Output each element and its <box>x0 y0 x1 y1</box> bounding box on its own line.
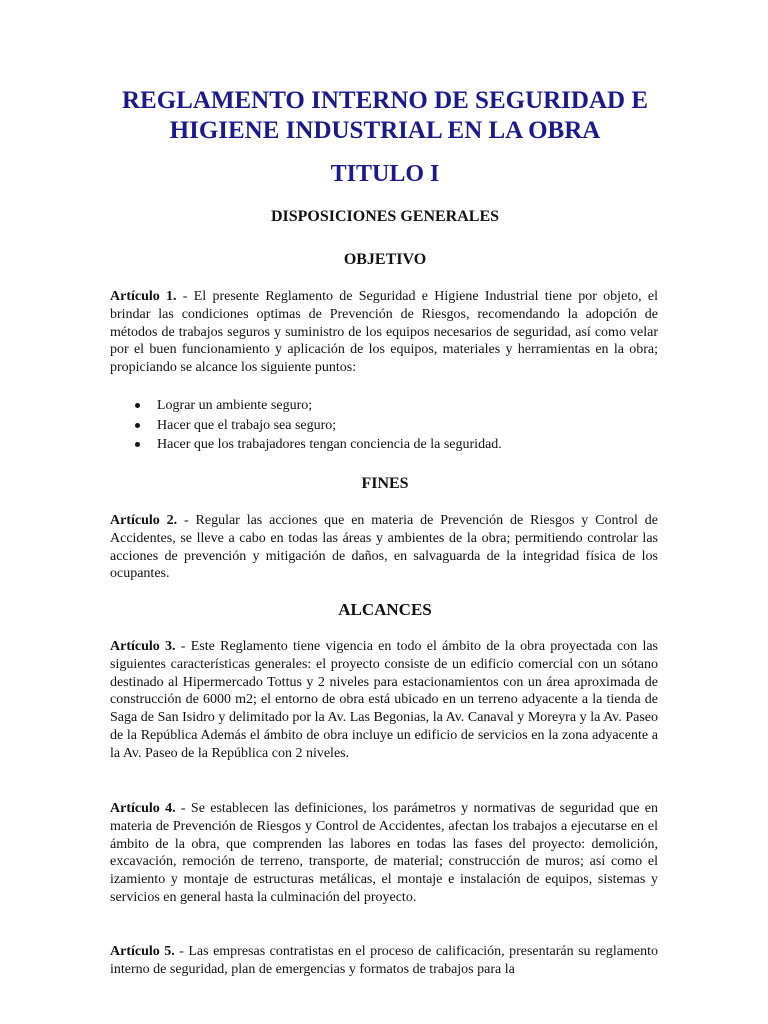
bullet-icon <box>135 403 140 408</box>
bullet-icon <box>135 423 140 428</box>
title-line-2: HIGIENE INDUSTRIAL EN LA OBRA <box>169 117 601 144</box>
list-item <box>110 396 658 416</box>
objetivo-heading: OBJETIVO <box>343 251 427 268</box>
article-2 <box>110 512 658 583</box>
alcances-heading: ALCANCES <box>338 600 432 619</box>
document-title <box>110 86 660 146</box>
list-item <box>110 416 658 436</box>
article-5 <box>110 943 658 979</box>
article-4-label: Artículo 4. <box>110 801 176 816</box>
article-1 <box>110 288 658 377</box>
article-1-text: El presente Reglamento de Seguridad e Higiene Industrial tiene por objeto, el brindar las condiciones optimas de Prevención de Riesgos, recomendando la adopción de métodos de trabajos seguros y suministro de los equipos necesarios de seguridad, así como velar por el buen funcionamiento y aplicación de los equipos, materiales y herramientas en la obra; propiciando se alcance los siguiente puntos: <box>110 289 658 376</box>
article-4 <box>110 800 658 907</box>
article-3-separator: - <box>175 639 191 654</box>
article-1-label: Artículo 1. <box>110 289 177 304</box>
article-1-separator: - <box>176 289 194 304</box>
article-5-label: Artículo 5. <box>110 944 175 959</box>
list-item <box>110 435 658 455</box>
article-3-text: Este Reglamento tiene vigencia en todo el ámbito de la obra proyectada con las siguientes características generales: el proyecto consiste de un edificio comercial con un sótano destinado al Hipermercado Tottus y 2 niveles para estacionamientos con un área aproximada de construcción de 6000 m2; el entorno de obra está ubicado en un terreno adyacente a la tienda de Saga de San Isidro y delimitado por la Av. Las Begonias, la Av. Canaval y Moreyra y la Av. Paseo de la República Además el ámbito de obra incluye un edificio de servicios en la zona adyacente a la Av. Paseo de la República con 2 niveles. <box>110 639 658 761</box>
article-4-text: Se establecen las definiciones, los parámetros y normativas de seguridad que en materia de Prevención de Riesgos y Control de Accidentes, afectan los trabajos a ejecutarse en el ámbito de la obra, que comprenden las labores en todas las fases del proyecto: demolición, excavación, remoción de terreno, transporte, de material; construcción de muros; así como el izamiento y montaje de estructuras metálicas, el montaje e instalación de equipos, sistemas y servicios en general hasta la culminación del proyecto. <box>110 801 659 905</box>
title-line-1: REGLAMENTO INTERNO DE SEGURIDAD E <box>121 87 648 114</box>
bullet-text-2: Hacer que el trabajo sea seguro; <box>157 417 337 433</box>
titulo-heading: TITULO I <box>330 161 440 187</box>
article-2-text: Regular las acciones que en materia de Prevención de Riesgos y Control de Accidentes, se lleve a cabo en todas las áreas y ambientes de la obra; permitiendo controlar las acciones de prevención y mitigación de daños, en salvaguarda de la integridad física de los ocupantes. <box>110 513 659 582</box>
article-3-label: Artículo 3. <box>110 639 176 654</box>
objective-bullet-list <box>110 396 658 455</box>
bullet-text-1: Lograr un ambiente seguro; <box>157 398 313 413</box>
article-2-label: Artículo 2. <box>110 513 178 528</box>
article-5-text: Las empresas contratistas en el proceso de calificación, presentarán su reglamento interno de seguridad, plan de emergencias y formatos de trabajos para la <box>110 944 658 977</box>
article-4-separator: - <box>175 801 191 816</box>
bullet-icon <box>135 442 140 447</box>
fines-heading: FINES <box>361 475 409 492</box>
bullet-text-3: Hacer que los trabajadores tengan conciencia de la seguridad. <box>157 437 502 452</box>
article-3 <box>110 638 658 763</box>
article-5-separator: - <box>174 944 189 959</box>
section-heading: DISPOSICIONES GENERALES <box>270 208 500 225</box>
article-2-separator: - <box>177 513 196 528</box>
